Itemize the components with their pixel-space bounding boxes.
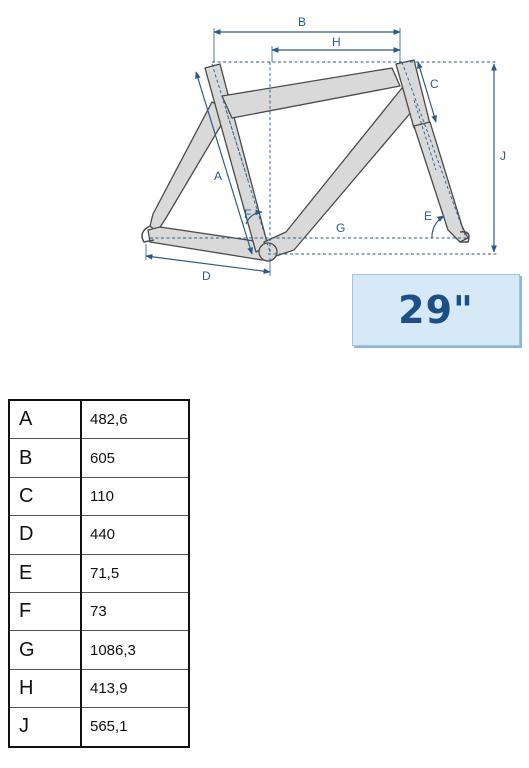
bike-frame bbox=[148, 60, 468, 261]
table-row bbox=[9, 439, 189, 477]
dimension-key: D bbox=[9, 516, 81, 554]
dimension-key: G bbox=[9, 631, 81, 669]
dimension-label-j: J bbox=[500, 149, 506, 163]
dimension-value: 110 bbox=[81, 477, 189, 515]
dimension-key: C bbox=[9, 477, 81, 515]
table-row bbox=[9, 516, 189, 554]
dimension-value: 440 bbox=[81, 516, 189, 554]
table-row bbox=[9, 592, 189, 630]
dimension-key: F bbox=[9, 592, 81, 630]
table-row bbox=[9, 477, 189, 515]
dimension-key: A bbox=[9, 400, 81, 439]
dimension-label-f: F bbox=[244, 207, 252, 221]
table-row bbox=[9, 400, 189, 439]
geometry-table-body bbox=[9, 400, 189, 747]
dimension-value: 605 bbox=[81, 439, 189, 477]
dimension-value: 73 bbox=[81, 592, 189, 630]
dimension-key: E bbox=[9, 554, 81, 592]
dimension-key: B bbox=[9, 439, 81, 477]
dimension-label-d: D bbox=[202, 269, 211, 283]
frame-geometry-diagram bbox=[0, 0, 529, 300]
dimension-value: 413,9 bbox=[81, 669, 189, 707]
dimension-value: 482,6 bbox=[81, 400, 189, 439]
geometry-table bbox=[8, 399, 190, 748]
table-row bbox=[9, 631, 189, 669]
dimension-label-h: H bbox=[332, 35, 341, 49]
table-row bbox=[9, 554, 189, 592]
dimension-label-e: E bbox=[424, 209, 433, 223]
dimension-label-c: C bbox=[430, 77, 439, 91]
dimension-value: 71,5 bbox=[81, 554, 189, 592]
dimension-key: J bbox=[9, 708, 81, 747]
dimension-label-a: A bbox=[214, 169, 223, 183]
table-row bbox=[9, 708, 189, 747]
dimension-label-b: B bbox=[298, 15, 307, 29]
dimension-value: 565,1 bbox=[81, 708, 189, 747]
table-row bbox=[9, 669, 189, 707]
wheel-size-label: 29" bbox=[398, 288, 474, 332]
dimension-value: 1086,3 bbox=[81, 631, 189, 669]
wheel-size-badge bbox=[352, 274, 520, 346]
dimension-label-g: G bbox=[336, 221, 346, 235]
dimension-key: H bbox=[9, 669, 81, 707]
